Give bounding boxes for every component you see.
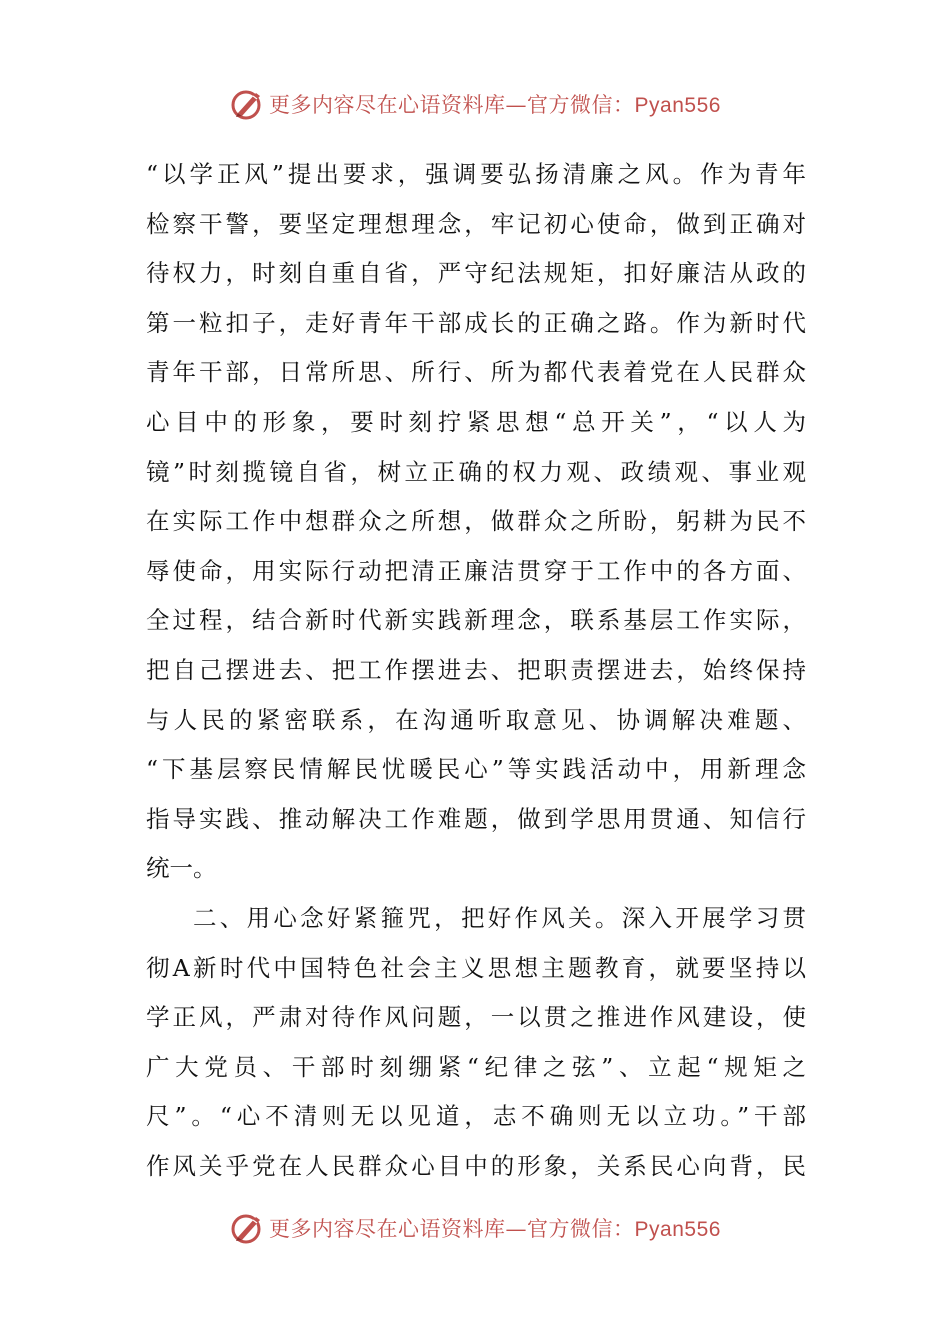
text-line: 彻A新时代中国特色社会主义思想主题教育，就要坚持以 xyxy=(146,953,806,982)
text-line: 尺”。“心不清则无以见道，志不确则无以立功。”干部 xyxy=(146,1102,806,1131)
text-line: 指导实践、推动解决工作难题，做到学思用贯通、知信行 xyxy=(146,804,806,833)
text-line: 与人民的紧密联系，在沟通听取意见、协调解决难题、 xyxy=(146,705,806,734)
text-line: 作风关乎党在人民群众心目中的形象，关系民心向背，民 xyxy=(146,1151,806,1180)
pen-circle-logo-icon xyxy=(229,86,265,122)
text-line: 第一粒扣子，走好青年干部成长的正确之路。作为新时代 xyxy=(146,308,806,337)
text-line: “下基层察民情解民忧暖民心”等实践活动中，用新理念 xyxy=(146,755,806,784)
text-line: 在实际工作中想群众之所想，做群众之所盼，躬耕为民不 xyxy=(146,507,806,536)
text-line: 统一。 xyxy=(146,854,217,883)
text-line: 辱使命，用实际行动把清正廉洁贯穿于工作中的各方面、 xyxy=(146,556,806,585)
paragraph-start-line: 二、用心念好紧箍咒，把好作风关。深入开展学习贯 xyxy=(193,903,806,932)
text-line: 镜”时刻揽镜自省，树立正确的权力观、政绩观、事业观 xyxy=(146,457,806,486)
text-line: 全过程，结合新时代新实践新理念，联系基层工作实际， xyxy=(146,606,806,635)
header-banner xyxy=(0,84,950,124)
text-line: 检察干警，要坚定理想理念，牢记初心使命，做到正确对 xyxy=(146,209,806,238)
text-line: 青年干部，日常所思、所行、所为都代表着党在人民群众 xyxy=(146,358,806,387)
pen-circle-logo-icon xyxy=(229,1210,265,1246)
header-wechat-id: Pyan556 xyxy=(634,94,721,117)
footer-banner-text: 更多内容尽在心语资料库—官方微信：Pyan556 xyxy=(269,1217,721,1241)
text-line: 把自己摆进去、把工作摆进去、把职责摆进去，始终保持 xyxy=(146,655,806,684)
footer-banner xyxy=(0,1208,950,1248)
header-banner-text: 更多内容尽在心语资料库—官方微信：Pyan556 xyxy=(269,93,721,117)
text-line: 学正风，严肃对待作风问题，一以贯之推进作风建设，使 xyxy=(146,1003,806,1032)
text-line: 广大党员、干部时刻绷紧“纪律之弦”、立起“规矩之 xyxy=(146,1052,806,1081)
text-line: “以学正风”提出要求，强调要弘扬清廉之风。作为青年 xyxy=(146,160,806,188)
text-line: 待权力，时刻自重自省，严守纪法规矩，扣好廉洁从政的 xyxy=(146,259,806,288)
document-body xyxy=(146,150,806,1191)
footer-wechat-id: Pyan556 xyxy=(634,1218,721,1241)
text-line: 心目中的形象，要时刻拧紧思想“总开关”，“以人为 xyxy=(146,407,806,436)
